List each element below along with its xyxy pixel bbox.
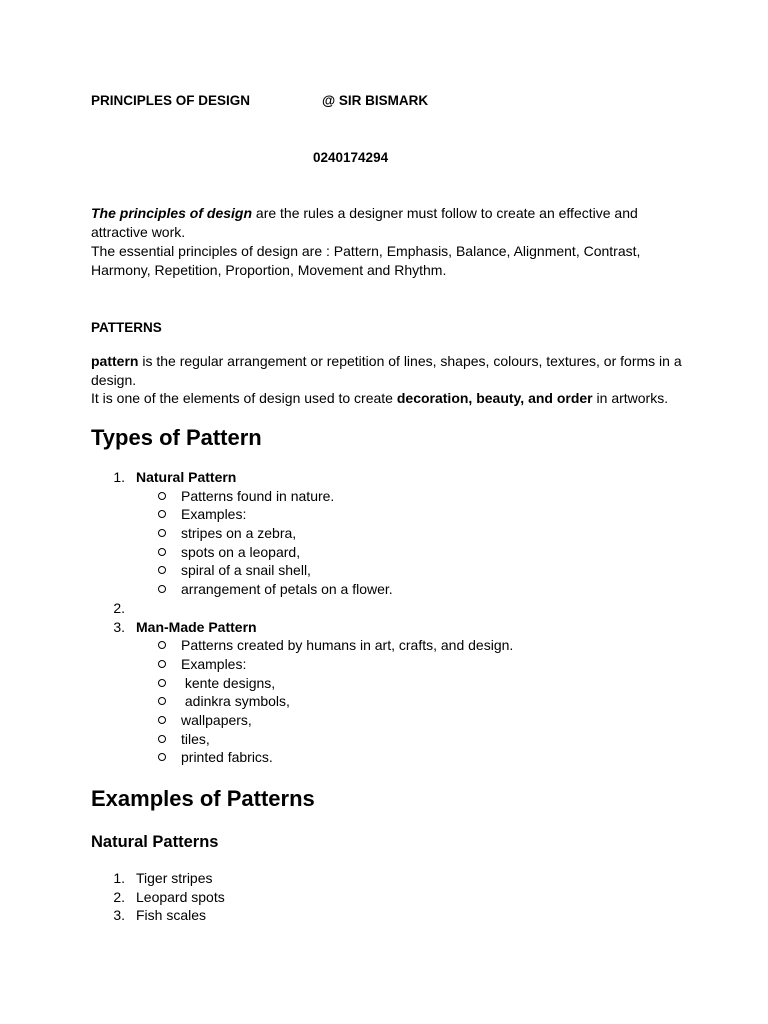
sub-list-item bbox=[91, 524, 691, 543]
sub-item-text: wallpapers, bbox=[181, 711, 252, 728]
natural-patterns-subheading: Natural Patterns bbox=[91, 833, 219, 851]
document-title: PRINCIPLES OF DESIGN bbox=[91, 93, 251, 108]
hollow-bullet-icon bbox=[158, 697, 166, 705]
list-item-label: Leopard spots bbox=[136, 888, 225, 905]
sub-list-item bbox=[91, 692, 691, 711]
intro-paragraph bbox=[91, 204, 691, 241]
pattern-definition bbox=[91, 352, 691, 389]
list-number: 1. bbox=[113, 469, 125, 485]
list-number: 3. bbox=[113, 907, 125, 924]
sub-list-item bbox=[91, 487, 691, 506]
list-item bbox=[91, 906, 691, 925]
sub-item-text: arrangement of petals on a flower. bbox=[181, 581, 393, 598]
sub-list-item bbox=[91, 636, 691, 655]
list-item bbox=[91, 869, 691, 888]
patterns-heading: PATTERNS bbox=[91, 320, 162, 335]
list-item bbox=[91, 468, 691, 487]
hollow-bullet-icon bbox=[158, 585, 166, 593]
pattern-purpose-end: in artworks. bbox=[592, 390, 669, 406]
sub-list-item bbox=[91, 505, 691, 524]
list-item-label: Fish scales bbox=[136, 907, 207, 924]
sub-item-text: Patterns found in nature. bbox=[181, 487, 335, 504]
hollow-bullet-icon bbox=[158, 510, 166, 518]
intro-principles-list: The essential principles of design are : Pattern, Emphasis, Balance, Alignment, Contrast, Harmony, Repetition, Proportion, Movement and Rhythm. bbox=[91, 243, 641, 278]
phone-number: 0240174294 bbox=[313, 150, 389, 165]
sub-item-text: spots on a leopard, bbox=[181, 543, 301, 560]
sub-item-text: kente designs, bbox=[181, 674, 276, 691]
pattern-term: pattern bbox=[91, 353, 139, 369]
list-item-label: Tiger stripes bbox=[136, 870, 213, 886]
sub-list-item bbox=[91, 561, 691, 580]
list-number: 1. bbox=[113, 870, 125, 886]
intro-lead-rest: are the rules a designer must follow to create an effective and attractive work. bbox=[91, 205, 638, 240]
list-number: 2. bbox=[113, 888, 125, 905]
sub-list-item bbox=[91, 730, 691, 749]
man-made-pattern-label: Man-Made Pattern bbox=[136, 618, 257, 635]
list-number: 3. bbox=[113, 618, 125, 635]
list-item bbox=[91, 599, 691, 618]
sub-item-text: Examples: bbox=[181, 506, 247, 523]
sub-list-item bbox=[91, 748, 691, 767]
types-heading: Types of Pattern bbox=[91, 425, 262, 450]
hollow-bullet-icon bbox=[158, 679, 166, 687]
author-name: @ SIR BISMARK bbox=[322, 93, 429, 108]
sub-list-item bbox=[91, 674, 691, 693]
hollow-bullet-icon bbox=[158, 548, 166, 556]
examples-heading: Examples of Patterns bbox=[91, 786, 315, 811]
pattern-purpose-start: It is one of the elements of design used to create bbox=[91, 390, 397, 406]
hollow-bullet-icon bbox=[158, 641, 166, 649]
sub-item-text: Patterns created by humans in art, crafts, and design. bbox=[181, 637, 514, 654]
intro-lead: The principles of design bbox=[91, 205, 253, 221]
sub-list-item bbox=[91, 543, 691, 562]
list-number: 2. bbox=[113, 599, 125, 616]
sub-item-text: adinkra symbols, bbox=[181, 693, 290, 710]
list-item bbox=[91, 888, 691, 907]
natural-pattern-label: Natural Pattern bbox=[136, 469, 237, 485]
sub-item-text: tiles, bbox=[181, 730, 210, 747]
hollow-bullet-icon bbox=[158, 716, 166, 724]
hollow-bullet-icon bbox=[158, 492, 166, 500]
hollow-bullet-icon bbox=[158, 660, 166, 668]
hollow-bullet-icon bbox=[158, 529, 166, 537]
pattern-definition-text: is the regular arrangement or repetition of lines, shapes, colours, textures, or forms in a design. bbox=[91, 353, 682, 388]
hollow-bullet-icon bbox=[158, 753, 166, 761]
pattern-purpose bbox=[91, 389, 691, 408]
sub-item-text: printed fabrics. bbox=[181, 749, 273, 766]
examples-list bbox=[91, 869, 691, 925]
hollow-bullet-icon bbox=[158, 566, 166, 574]
sub-item-text: Examples: bbox=[181, 655, 247, 672]
sub-item-text: stripes on a zebra, bbox=[181, 525, 297, 542]
sub-item-text: spiral of a snail shell, bbox=[181, 562, 311, 579]
pattern-purpose-bold: decoration, beauty, and order bbox=[396, 390, 593, 406]
sub-list-item bbox=[91, 711, 691, 730]
sub-list-item bbox=[91, 655, 691, 674]
hollow-bullet-icon bbox=[158, 735, 166, 743]
list-item bbox=[91, 618, 691, 637]
sub-list-item bbox=[91, 580, 691, 599]
types-list bbox=[91, 468, 691, 767]
